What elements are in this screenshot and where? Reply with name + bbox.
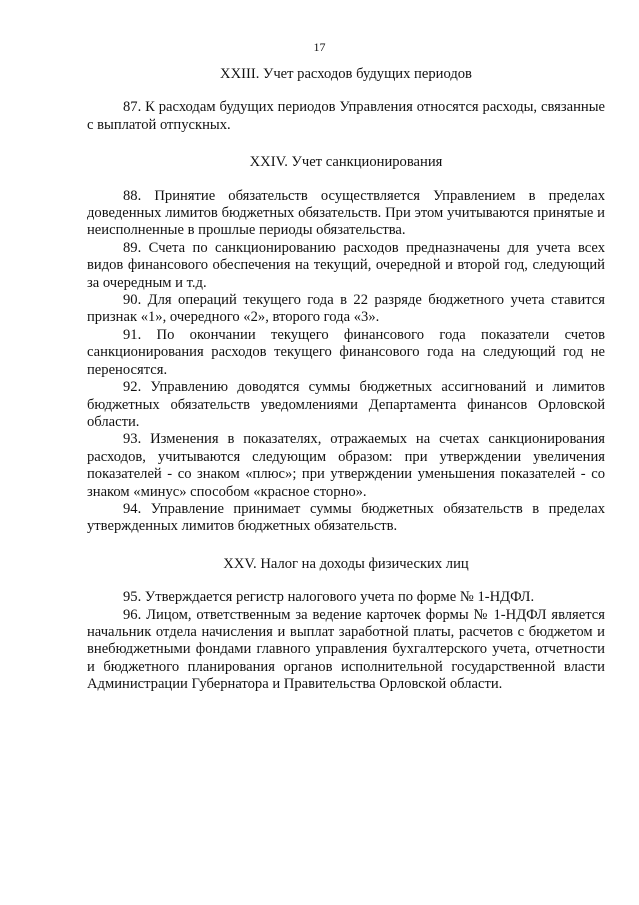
paragraph-96: 96. Лицом, ответственным за ведение карточек формы № 1-НДФЛ является начальник отдела начисления и выплат заработной платы, расчетов с бюджетом и внебюджетными фондами главного управления бухгалтерского учета, отчетности и бюджетного планирования органов исполнительной государственной власти Администрации Губернатора и Правительства Орловской области. <box>87 606 605 693</box>
section-title-xxiv: XXIV. Учет санкционирования <box>249 154 443 171</box>
paragraph-89: 89. Счета по санкционированию расходов предназначены для учета всех видов финансового обеспечения на текущий, очередной и второй год, следующий за очередным и т.д. <box>87 239 605 291</box>
section-title-xxv: XXV. Налог на доходы физических лиц <box>223 555 469 572</box>
paragraph-93: 93. Изменения в показателях, отражаемых на счетах санкционирования расходов, учитываются следующим образом: при утверждении увеличения показателей - со знаком «плюс»; при утверждении уменьшения показателей - со знаком «минус» способом «красное сторно». <box>87 431 605 500</box>
paragraph-87: 87. К расходам будущих периодов Управления относятся расходы, связанные с выплатой отпускных. <box>87 99 605 133</box>
paragraph-91: 91. По окончании текущего финансового года показатели счетов санкционирования расходов текущего финансового года на следующий год не переносятся. <box>87 326 605 378</box>
section-title-xxiii: XXIII. Учет расходов будущих периодов <box>220 66 472 82</box>
paragraph-94: 94. Управление принимает суммы бюджетных обязательств в пределах утвержденных лимитов бюджетных обязательств. <box>87 500 605 535</box>
paragraph-90: 90. Для операций текущего года в 22 разряде бюджетного учета ставится признак «1», очередного «2», второго года «3». <box>87 292 605 326</box>
document-body <box>87 62 605 694</box>
paragraph-88: 88. Принятие обязательств осуществляется Управлением в пределах доведенных лимитов бюджетных обязательств. При этом учитываются принятые и неисполненные в прошлые периоды обязательства. <box>87 187 605 239</box>
paragraph-95: 95. Утверждается регистр налогового учета по форме № 1-НДФЛ. <box>123 589 535 606</box>
page-number: 17 <box>313 40 326 54</box>
paragraph-92: 92. Управлению доводятся суммы бюджетных ассигнований и лимитов бюджетных обязательств уведомлениями Департамента финансов Орловской области. <box>87 379 605 430</box>
